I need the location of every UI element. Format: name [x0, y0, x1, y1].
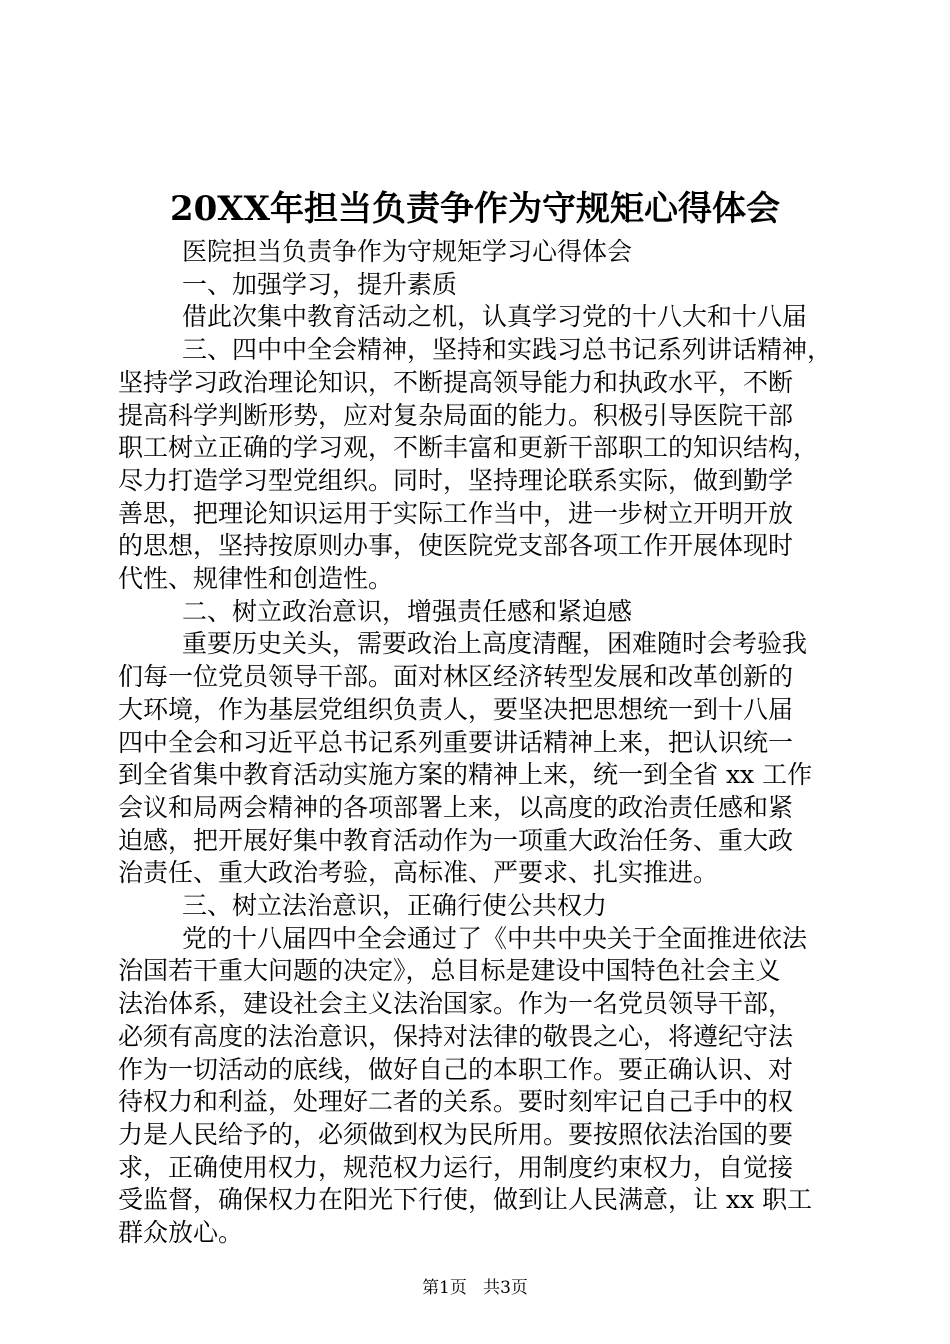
paragraph-line: 大环境，作为基层党组织负责人，要坚决把思想统一到十八届 — [118, 694, 794, 724]
paragraph-line: 治责任、重大政治考验，高标准、严要求、扎实推进。 — [118, 858, 719, 888]
page-number: 第1页 — [422, 1278, 467, 1298]
page-footer — [0, 1277, 950, 1299]
paragraph-line: 代性、规律性和创造性。 — [118, 564, 394, 594]
section-heading: 二、树立政治意识，增强责任感和紧迫感 — [182, 596, 633, 626]
paragraph-line: 善思，把理论知识运用于实际工作当中，进一步树立开明开放 — [118, 498, 794, 528]
paragraph-line: 尽力打造学习型党组织。同时，坚持理论联系实际，做到勤学 — [118, 465, 794, 495]
paragraph-line: 受监督，确保权力在阳光下行使，做到让人民满意，让 xx 职工 — [118, 1185, 813, 1215]
paragraph-line: 党的十八届四中全会通过了《中共中央关于全面推进依法 — [182, 923, 808, 953]
paragraph-line: 三、四中中全会精神，坚持和实践习总书记系列讲话精神， — [182, 335, 833, 365]
paragraph-line: 力是人民给予的，必须做到权为民所用。要按照依法治国的要 — [118, 1119, 794, 1149]
document-body — [118, 236, 844, 1250]
paragraph-line: 群众放心。 — [118, 1218, 244, 1248]
paragraph-line: 们每一位党员领导干部。面对林区经济转型发展和改革创新的 — [118, 662, 794, 692]
paragraph-line: 借此次集中教育活动之机，认真学习党的十八大和十八届 — [182, 302, 808, 332]
paragraph-line: 待权力和利益，处理好二者的关系。要时刻牢记自己手中的权 — [118, 1087, 794, 1117]
paragraph-line: 必须有高度的法治意识，保持对法律的敬畏之心，将遵纪守法 — [118, 1021, 794, 1051]
subtitle-line: 医院担当负责争作为守规矩学习心得体会 — [182, 237, 633, 266]
page-total: 共3页 — [483, 1278, 528, 1298]
paragraph-line: 迫感，把开展好集中教育活动作为一项重大政治任务、重大政 — [118, 825, 794, 855]
paragraph-line: 的思想，坚持按原则办事，使医院党支部各项工作开展体现时 — [118, 531, 794, 561]
paragraph-line: 会议和局两会精神的各项部署上来，以高度的政治责任感和紧 — [118, 792, 794, 822]
paragraph-line: 重要历史关头，需要政治上高度清醒，困难随时会考验我 — [182, 629, 808, 659]
document-title: 20XX年担当负责争作为守规矩心得体会 — [169, 189, 781, 229]
paragraph-line: 提高科学判断形势，应对复杂局面的能力。积极引导医院干部 — [118, 400, 794, 430]
paragraph-line: 四中全会和习近平总书记系列重要讲话精神上来，把认识统一 — [118, 727, 794, 757]
paragraph-line: 坚持学习政治理论知识，不断提高领导能力和执政水平，不断 — [118, 367, 794, 397]
paragraph-line: 到全省集中教育活动实施方案的精神上来，统一到全省 xx 工作 — [118, 760, 813, 790]
section-heading: 一、加强学习，提升素质 — [182, 269, 458, 299]
paragraph-line: 求，正确使用权力，规范权力运行，用制度约束权力，自觉接 — [118, 1152, 794, 1182]
paragraph-line: 治国若干重大问题的决定》，总目标是建设中国特色社会主义 — [118, 956, 781, 986]
page-separator — [472, 1278, 477, 1298]
paragraph-line: 作为一切活动的底线，做好自己的本职工作。要正确认识、对 — [118, 1054, 794, 1084]
paragraph-line: 法治体系，建设社会主义法治国家。作为一名党员领导干部， — [118, 989, 794, 1019]
paragraph-line: 职工树立正确的学习观，不断丰富和更新干部职工的知识结构， — [118, 433, 819, 463]
section-heading: 三、树立法治意识，正确行使公共权力 — [182, 891, 608, 921]
